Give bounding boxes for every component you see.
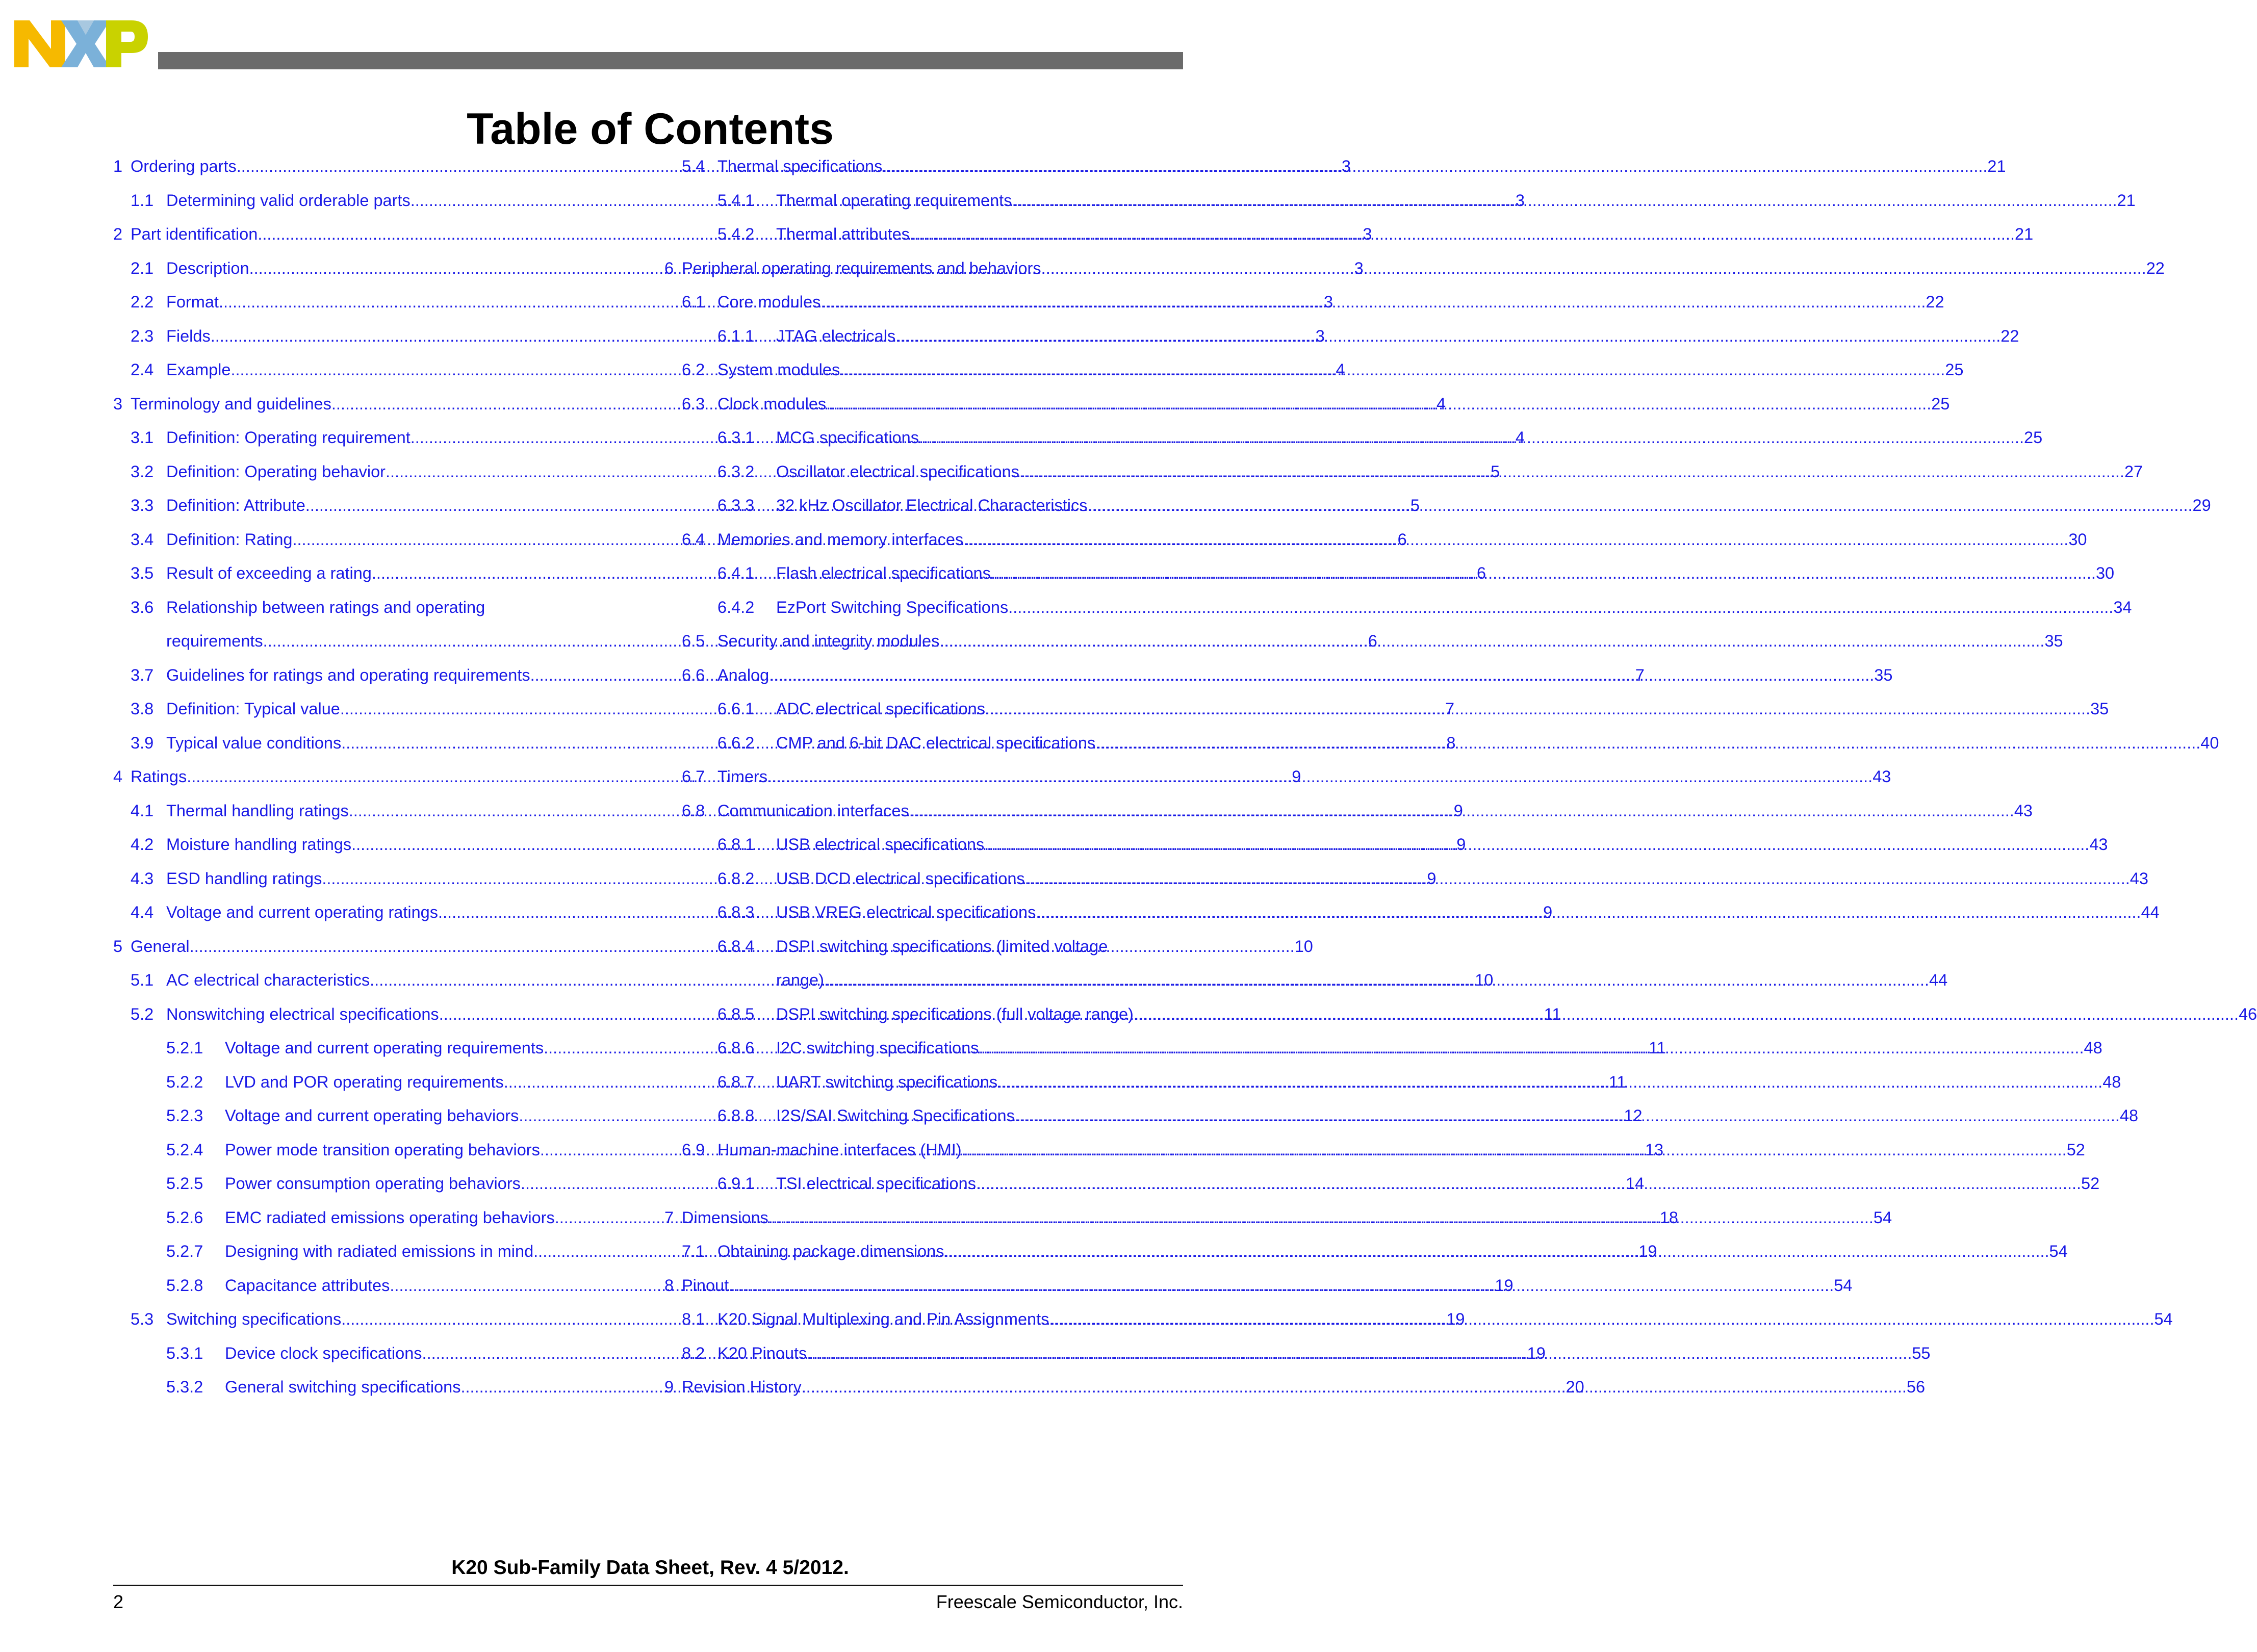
toc-dot-leader	[1036, 895, 2141, 930]
toc-entry-title: I2C switching specifications	[776, 1039, 979, 1057]
toc-entry[interactable]	[664, 285, 1944, 319]
toc-entry-page: 48	[2119, 1106, 2139, 1125]
toc-dot-leader	[1041, 251, 2146, 286]
toc-entry-title: Thermal handling ratings	[166, 801, 349, 820]
toc-entry-number: 6.3.2	[717, 462, 755, 481]
toc-entry-title: DSPI switching specifications (full voltage range)	[776, 1004, 1134, 1023]
toc-dot-leader	[919, 421, 2024, 455]
toc-dot-leader	[985, 692, 2090, 726]
toc-entry-number: 6.8.2	[717, 869, 755, 888]
toc-entry-number: 2.1	[131, 259, 154, 277]
toc-entry-number: 6.8.3	[717, 903, 755, 921]
toc-entry-number: 6.7	[682, 767, 705, 786]
toc-entry-page: 21	[1987, 157, 2006, 175]
toc-dot-leader	[1019, 455, 2124, 489]
toc-dot-leader	[1012, 184, 2117, 218]
toc-entry-page: 7	[1635, 665, 1645, 684]
toc-entry-title: Part identification	[131, 225, 258, 243]
toc-entry-number: 6.4.1	[717, 564, 755, 582]
toc-entry-title: Memories and memory interfaces	[717, 530, 964, 549]
toc-entry-number: 5.4.2	[717, 225, 755, 243]
toc-entry-title: Communication interfaces	[717, 801, 909, 820]
toc-entry[interactable]	[664, 726, 2219, 760]
toc-entry-number: 3.4	[131, 530, 154, 549]
toc-entry-title: Thermal operating requirements	[776, 191, 1012, 210]
toc-entry-page: 54	[1834, 1276, 1853, 1295]
toc-entry-title: Nonswitching electrical specifications	[166, 1004, 439, 1023]
toc-dot-leader	[963, 523, 2068, 557]
toc-dot-leader	[820, 285, 1926, 319]
toc-entry-number: 3.5	[131, 564, 154, 582]
toc-dot-leader	[909, 794, 2014, 828]
toc-entry-title: General switching specifications	[225, 1378, 461, 1396]
toc-entry-title: Thermal attributes	[776, 225, 910, 243]
toc-entry-title: Power consumption operating behaviors	[225, 1174, 521, 1193]
toc-entry-number: 3.7	[131, 665, 154, 684]
toc-entry-title: Device clock specifications	[225, 1344, 422, 1362]
toc-entry-page: 21	[2117, 191, 2136, 210]
toc-entry-page: 43	[2089, 835, 2108, 854]
toc-entry-page: 9	[1292, 767, 1301, 786]
toc-entry-number: 4.1	[131, 801, 154, 820]
page-title: Table of Contents	[467, 105, 834, 153]
toc-entry-title: Determining valid orderable parts	[166, 191, 411, 210]
toc-entry-number: 6.8.7	[717, 1072, 755, 1091]
toc-entry[interactable]	[664, 455, 2143, 489]
toc-entry-page: 11	[1608, 1072, 1626, 1091]
toc-entry-number: 3.8	[131, 700, 154, 718]
footer-page-number: 2	[113, 1591, 124, 1612]
toc-entry-title: JTAG electricals	[776, 326, 896, 345]
toc-entry-title: Guidelines for ratings and operating requirements	[166, 665, 530, 684]
toc-entry-number: 5	[113, 937, 123, 956]
toc-dot-leader	[984, 828, 2089, 862]
toc-entry-number: 5.4	[682, 157, 705, 175]
toc-entry-number: 6.3.1	[717, 428, 755, 447]
toc-entry-number: 5.2	[131, 1004, 154, 1023]
toc-entry-title: Dimensions	[682, 1208, 768, 1227]
toc-entry[interactable]	[664, 319, 2019, 353]
toc-dot-leader	[939, 624, 2044, 658]
toc-entry-number: 8.1	[682, 1310, 705, 1328]
toc-entry-page: 3	[1515, 191, 1525, 210]
toc-entry[interactable]	[664, 692, 2109, 726]
toc-entry-title: Analog	[717, 665, 770, 684]
toc-entry-title: Example	[166, 360, 231, 379]
toc-entry-title: USB VREG electrical specifications	[776, 903, 1036, 921]
toc-entry-title: Oscillator electrical specifications	[776, 462, 1019, 481]
toc-entry-number: 6.5	[682, 632, 705, 650]
toc-entry-title: ESD handling ratings	[166, 869, 322, 888]
toc-entry-title: AC electrical characteristics	[166, 971, 370, 989]
toc-entry-title: Moisture handling ratings	[166, 835, 352, 854]
toc-entry-title: Thermal specifications	[717, 157, 883, 175]
toc-dot-leader	[840, 353, 1945, 387]
toc-entry-title: Power mode transition operating behaviors	[225, 1140, 540, 1159]
toc-entry-title: Result of exceeding a rating	[166, 564, 372, 582]
toc-entry-number: 5.3.2	[166, 1378, 203, 1396]
toc-entry-title: CMP and 6-bit DAC electrical specifications	[776, 733, 1096, 752]
toc-entry-page: 10	[1294, 937, 1313, 956]
toc-entry-page: 5	[1410, 496, 1420, 514]
toc-dot-leader	[1049, 1302, 2154, 1336]
toc-entry-number: 4.3	[131, 869, 154, 888]
toc-entry-page: 54	[1873, 1208, 1892, 1227]
toc-entry-title: Relationship between ratings and operating	[166, 598, 485, 616]
toc-dot-leader	[1008, 590, 2113, 625]
toc-entry[interactable]	[664, 760, 1891, 794]
toc-entry-title: Voltage and current operating behaviors	[225, 1106, 519, 1125]
toc-entry-page: 25	[1945, 360, 1964, 379]
toc-dot-leader	[1015, 1099, 2120, 1133]
toc-entry-page: 52	[2081, 1174, 2100, 1193]
toc-entry-page: 5	[1491, 462, 1500, 481]
toc-entry-number: 3.3	[131, 496, 154, 514]
toc-dot-leader	[1095, 726, 2200, 760]
toc-entry[interactable]	[664, 149, 2006, 184]
toc-entry-page: 19	[1495, 1276, 1514, 1295]
footer-doc-title: K20 Sub-Family Data Sheet, Rev. 4 5/2012.	[451, 1557, 849, 1579]
toc-entry-number: 7	[664, 1208, 674, 1227]
toc-entry-title: Definition: Operating requirement	[166, 428, 411, 447]
toc-entry-number: 5.4.1	[717, 191, 755, 210]
toc-entry-page: 27	[2124, 462, 2143, 481]
toc-entry-number: 5.2.5	[166, 1174, 203, 1193]
toc-entry-number: 8.2	[682, 1344, 705, 1362]
toc-dot-leader	[997, 1065, 2102, 1099]
toc-entry-title: MCG specifications	[776, 428, 919, 447]
toc-dot-leader	[991, 556, 2096, 590]
toc-entry-title: Voltage and current operating ratings	[166, 903, 438, 921]
toc-entry-page: 22	[2000, 326, 2019, 345]
toc-entry-number: 6.3	[682, 394, 705, 413]
toc-entry-number: 4	[113, 767, 123, 786]
toc-entry-page: 3	[1341, 157, 1351, 175]
toc-entry-number: 2.2	[131, 293, 154, 311]
toc-entry-number: 2	[113, 225, 123, 243]
toc-entry-page: 35	[1874, 665, 1893, 684]
toc-entry-title: USB DCD electrical specifications	[776, 869, 1025, 888]
nxp-logo	[14, 20, 148, 67]
toc-entry-number: 3.6	[131, 598, 154, 616]
toc-entry-page: 44	[1929, 971, 1948, 989]
toc-entry-title: Security and integrity modules	[717, 632, 940, 650]
toc-entry-title: Revision History	[682, 1378, 802, 1396]
toc-dot-leader	[910, 217, 2015, 251]
toc-entry-page: 35	[2090, 700, 2109, 718]
toc-entry[interactable]	[664, 658, 1893, 692]
toc-entry-title: Peripheral operating requirements and behaviors	[682, 259, 1041, 277]
toc-entry-page: 25	[2024, 428, 2043, 447]
toc-entry[interactable]	[664, 184, 2136, 218]
toc-entry-title: Capacitance attributes	[225, 1276, 390, 1295]
toc-entry-page: 19	[1446, 1310, 1465, 1328]
toc-entry-page: 48	[2102, 1072, 2121, 1091]
toc-entry-page: 11	[1544, 1004, 1561, 1023]
toc-entry[interactable]	[664, 523, 2087, 557]
toc-entry-number: 3.9	[131, 733, 154, 752]
toc-entry-number: 6.9.1	[717, 1174, 755, 1193]
toc-entry-title: Obtaining package dimensions	[717, 1242, 944, 1260]
toc-entry-title: Definition: Rating	[166, 530, 293, 549]
toc-entry-page: 35	[2044, 632, 2063, 650]
toc-entry-title: Typical value conditions	[166, 733, 342, 752]
toc-entry-page: 12	[1624, 1106, 1643, 1125]
toc-entry-number: 6.8.5	[717, 1004, 755, 1023]
toc-entry-title: Fields	[166, 326, 211, 345]
toc-entry-number: 6.8.4	[717, 937, 755, 956]
toc-entry-title: Voltage and current operating requirements	[225, 1039, 544, 1057]
toc-entry[interactable]	[664, 353, 1964, 387]
toc-entry-number: 8	[664, 1276, 674, 1295]
toc-entry-title: DSPI switching specifications (limited voltage	[776, 937, 1108, 956]
toc-entry-title: Clock modules	[717, 394, 827, 413]
toc-entry-page: 4	[1436, 394, 1446, 413]
toc-entry-number: 3.1	[131, 428, 154, 447]
toc-entry-page: 10	[1475, 971, 1494, 989]
toc-entry-title: I2S/SAI Switching Specifications	[776, 1106, 1015, 1125]
toc-dot-leader	[767, 760, 1873, 794]
toc-entry-page: 14	[1626, 1174, 1645, 1193]
toc-entry[interactable]	[664, 421, 2043, 455]
toc-dot-leader	[882, 149, 1987, 184]
toc-entry-number: 6.1	[682, 293, 705, 311]
toc-entry-page: 4	[1336, 360, 1345, 379]
toc-entry-page: 7	[1445, 700, 1455, 718]
toc-dot-leader	[1134, 997, 2239, 1031]
toc-entry-number: 6	[664, 259, 674, 277]
toc-entry-number: 5.2.3	[166, 1106, 203, 1125]
toc-entry[interactable]	[664, 217, 2034, 251]
toc-dot-leader	[826, 387, 1931, 421]
toc-dot-leader	[944, 1234, 2049, 1269]
toc-entry-number: 9	[664, 1378, 674, 1396]
toc-entry-title: Ordering parts	[131, 157, 237, 175]
toc-entry-number: 6.8.8	[717, 1106, 755, 1125]
toc-entry-title: EzPort Switching Specifications	[776, 598, 1009, 616]
toc-entry-title: Pinout	[682, 1276, 729, 1295]
toc-dot-leader	[1087, 488, 2192, 523]
toc-entry-number: 7.1	[682, 1242, 705, 1260]
toc-entry-title: K20 Signal Multiplexing and Pin Assignments	[717, 1310, 1049, 1328]
toc-dot-leader	[802, 1370, 1907, 1404]
toc-entry-number: 5.2.4	[166, 1140, 203, 1159]
toc-entry-page: 11	[1649, 1039, 1666, 1057]
toc-entry[interactable]	[664, 930, 1169, 964]
toc-entry-title: TSI electrical specifications	[776, 1174, 976, 1193]
toc-entry-page: 8	[1446, 733, 1456, 752]
toc-entry-title: General	[131, 937, 190, 956]
toc-dot-leader	[729, 1269, 1834, 1303]
toc-entry-number: 5.2.7	[166, 1242, 203, 1260]
toc-entry-page: 3	[1354, 259, 1364, 277]
toc-dot-leader	[962, 1133, 2067, 1167]
toc-entry-number: 6.1.1	[717, 326, 755, 345]
toc-entry-title: Switching specifications	[166, 1310, 342, 1328]
toc-entry[interactable]	[664, 624, 2063, 658]
toc-entry-page: 34	[2113, 598, 2132, 616]
toc-entry-page: 30	[2068, 530, 2087, 549]
toc-entry[interactable]	[664, 862, 2148, 896]
toc-entry-number: 1.1	[131, 191, 154, 210]
toc-entry-title: System modules	[717, 360, 840, 379]
toc-entry-page: 56	[1906, 1378, 1926, 1396]
toc-entry-page: 20	[1566, 1378, 1584, 1396]
header-bar	[158, 52, 1183, 69]
toc-entry-page: 29	[2192, 496, 2211, 514]
toc-entry-number: 6.6	[682, 665, 705, 684]
toc-entry-title: Flash electrical specifications	[776, 564, 991, 582]
toc-entry-page: 19	[1527, 1344, 1546, 1362]
toc-entry-title: Format	[166, 293, 219, 311]
toc-entry-number: 6.8	[682, 801, 705, 820]
toc-entry[interactable]	[664, 794, 2033, 828]
toc-dot-leader	[1025, 862, 2130, 896]
toc-entry[interactable]	[664, 387, 1950, 421]
toc-entry-number: 6.4	[682, 530, 705, 549]
toc-entry-number: 4.4	[131, 903, 154, 921]
toc-dot-leader	[976, 1167, 2081, 1201]
toc-entry-page: 44	[2141, 903, 2160, 921]
toc-entry-page: 9	[1543, 903, 1553, 921]
toc-entry-number: 2.3	[131, 326, 154, 345]
toc-entry-page: 9	[1453, 801, 1463, 820]
toc-entry-page: 21	[2015, 225, 2034, 243]
toc-entry-title: LVD and POR operating requirements	[225, 1072, 504, 1091]
toc-dot-leader	[769, 658, 1874, 692]
toc-entry-page: 4	[1515, 428, 1525, 447]
toc-entry[interactable]	[664, 590, 2132, 625]
toc-dot-leader	[768, 1201, 1874, 1235]
toc-entry-number: 1	[113, 157, 123, 175]
toc-entry-number: 6.6.1	[717, 700, 755, 718]
toc-entry-title: Terminology and guidelines	[131, 394, 331, 413]
toc-entry[interactable]	[664, 828, 2108, 862]
toc-entry-title: Core modules	[717, 293, 821, 311]
footer-company: Freescale Semiconductor, Inc.	[936, 1591, 1183, 1612]
toc-entry-page: 48	[2084, 1039, 2102, 1057]
toc-entry-page: 18	[1659, 1208, 1678, 1227]
toc-dot-leader	[979, 1031, 2084, 1065]
toc-dot-leader	[895, 319, 2000, 353]
toc-entry-title: Timers	[717, 767, 768, 786]
toc-entry[interactable]	[664, 895, 2160, 930]
toc-entry-page: 54	[2049, 1242, 2068, 1260]
toc-entry-number: 3.2	[131, 462, 154, 481]
toc-entry-number: 5.2.6	[166, 1208, 203, 1227]
toc-entry-page: 6	[1397, 530, 1407, 549]
toc-dot-leader	[807, 1336, 1912, 1371]
toc-entry-title: range)	[776, 971, 824, 989]
toc-entry-page: 22	[2146, 259, 2165, 277]
toc-entry-page: 19	[1638, 1242, 1657, 1260]
toc-entry-number: 2.4	[131, 360, 154, 379]
toc-entry-number: 5.2.8	[166, 1276, 203, 1295]
toc-entry[interactable]	[664, 251, 2165, 286]
toc-entry-title: Description	[166, 259, 249, 277]
toc-entry-number: 3	[113, 394, 123, 413]
toc-entry-page: 43	[2014, 801, 2033, 820]
toc-entry-title: UART switching specifications	[776, 1072, 998, 1091]
toc-entry-page: 25	[1931, 394, 1950, 413]
toc-entry-number: 5.3	[131, 1310, 154, 1328]
toc-entry-number: 5.2.2	[166, 1072, 203, 1091]
toc-entry-page: 3	[1324, 293, 1333, 311]
toc-entry-page: 55	[1912, 1344, 1931, 1362]
toc-entry-number: 6.3.3	[717, 496, 755, 514]
toc-entry-page: 9	[1427, 869, 1437, 888]
toc-entry-number: 6.8.6	[717, 1039, 755, 1057]
toc-entry-number: 6.8.1	[717, 835, 755, 854]
toc-entry-page: 52	[2066, 1140, 2085, 1159]
toc-entry-number: 6.6.2	[717, 733, 755, 752]
toc-entry-title: Definition: Attribute	[166, 496, 305, 514]
toc-entry-page: 3	[1315, 326, 1325, 345]
toc-dot-leader	[824, 963, 1929, 997]
toc-entry-number: 6.2	[682, 360, 705, 379]
toc-entry-title: Human-machine interfaces (HMI)	[717, 1140, 962, 1159]
toc-entry-title: ADC electrical specifications	[776, 700, 986, 718]
toc-entry-number: 6.9	[682, 1140, 705, 1159]
toc-entry-page: 6	[1476, 564, 1486, 582]
toc-entry-page: 40	[2200, 733, 2219, 752]
toc-entry[interactable]	[664, 488, 2211, 523]
toc-entry-title: USB electrical specifications	[776, 835, 985, 854]
toc-entry-title: K20 Pinouts	[717, 1344, 807, 1362]
toc-entry-page: 22	[1926, 293, 1944, 311]
toc-entry-number: 5.3.1	[166, 1344, 203, 1362]
toc-entry-page: 3	[1363, 225, 1372, 243]
toc-entry-page: 6	[1368, 632, 1377, 650]
toc-entry[interactable]	[113, 590, 618, 625]
footer-rule	[113, 1585, 1183, 1586]
toc-entry-title: requirements	[166, 632, 263, 650]
toc-entry-page: 43	[2130, 869, 2148, 888]
toc-entry-number: 5.2.1	[166, 1039, 203, 1057]
toc-entry-page: 30	[2095, 564, 2115, 582]
toc-entry-title: Designing with radiated emissions in mind	[225, 1242, 534, 1260]
toc-entry-page: 9	[1456, 835, 1466, 854]
toc-entry-page: 13	[1645, 1140, 1664, 1159]
toc-entry-title: EMC radiated emissions operating behaviors	[225, 1208, 555, 1227]
toc-entry-title: Definition: Typical value	[166, 700, 340, 718]
toc-entry-number: 6.4.2	[717, 598, 755, 616]
toc-entry-title: 32 kHz Oscillator Electrical Characteristics	[776, 496, 1088, 514]
toc-entry-number: 4.2	[131, 835, 154, 854]
toc-entry-number: 5.1	[131, 971, 154, 989]
toc-entry-page: 46	[2238, 1004, 2257, 1023]
toc-entry-title: Definition: Operating behavior	[166, 462, 386, 481]
toc-entry-page: 54	[2154, 1310, 2173, 1328]
toc-entry-page: 43	[1873, 767, 1891, 786]
toc-entry-title: Ratings	[131, 767, 187, 786]
toc-entry[interactable]	[664, 556, 2115, 590]
